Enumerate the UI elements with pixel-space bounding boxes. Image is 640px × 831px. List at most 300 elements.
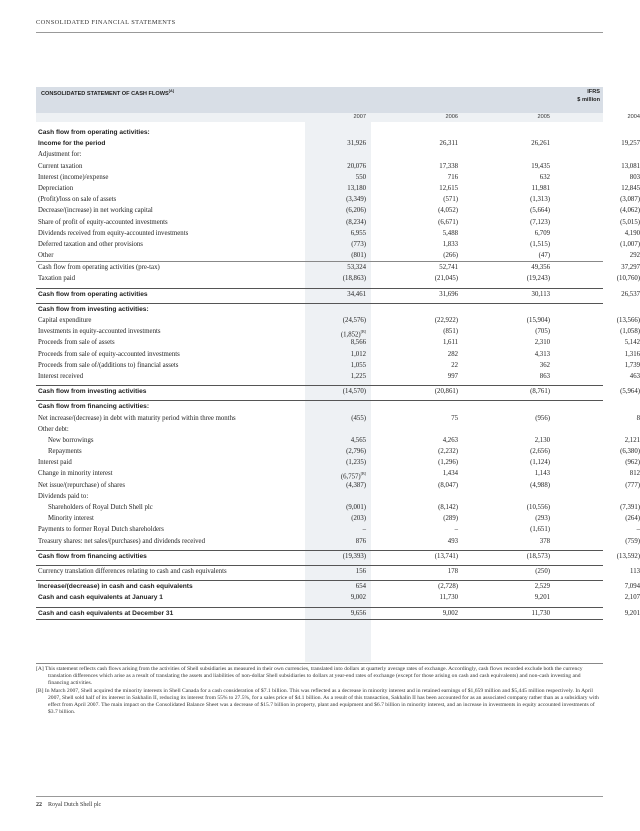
value-2004 bbox=[580, 183, 640, 194]
row-label: Proceeds from sale of/(additions to) financial assets bbox=[38, 361, 179, 369]
value-2004 bbox=[580, 551, 640, 562]
value-2007 bbox=[306, 205, 366, 216]
value-text: (4,052) bbox=[438, 207, 458, 215]
value-2004 bbox=[580, 239, 640, 250]
value-2006 bbox=[398, 326, 458, 337]
year-header-2006: 2006 bbox=[445, 114, 458, 120]
value-text: 997 bbox=[447, 372, 458, 380]
value-2007 bbox=[306, 536, 366, 547]
value-text: 75 bbox=[451, 414, 458, 422]
row-label: Depreciation bbox=[38, 184, 74, 192]
value-text: 6,955 bbox=[350, 229, 366, 237]
statement-title-text: CONSOLIDATED STATEMENT OF CASH FLOWS bbox=[41, 90, 169, 97]
value-text: (2,656) bbox=[530, 448, 550, 456]
value-text: 156 bbox=[355, 567, 366, 575]
value-text: 1,055 bbox=[350, 361, 366, 369]
statement-title-note: [A] bbox=[168, 89, 174, 93]
value-2007 bbox=[306, 513, 366, 524]
value-text: 4,190 bbox=[624, 229, 640, 237]
value-2004 bbox=[580, 502, 640, 513]
value-2007 bbox=[306, 239, 366, 250]
table-row bbox=[36, 228, 640, 239]
value-text: 52,741 bbox=[439, 264, 458, 272]
value-text: (773) bbox=[351, 240, 366, 248]
value-2006 bbox=[398, 608, 458, 619]
value-2006 bbox=[398, 371, 458, 382]
value-text: 8,566 bbox=[350, 339, 366, 347]
value-text: (19,393) bbox=[342, 552, 366, 560]
value-text: (203) bbox=[351, 515, 366, 523]
table-row bbox=[36, 183, 640, 194]
value-text: (1,007) bbox=[620, 240, 640, 248]
value-text: 1,611 bbox=[442, 339, 458, 347]
value-text: (851) bbox=[443, 328, 458, 336]
row-label: Cash flow from operating activities (pre-tax) bbox=[38, 264, 160, 272]
row-label: Minority interest bbox=[48, 515, 94, 523]
value-2006 bbox=[398, 360, 458, 371]
value-2005 bbox=[490, 513, 550, 524]
value-2004 bbox=[580, 581, 640, 592]
value-text: (1,852) bbox=[340, 331, 361, 339]
value-text: 113 bbox=[630, 567, 640, 575]
value-text: (13,741) bbox=[434, 552, 458, 560]
value-text: 11,981 bbox=[531, 184, 550, 192]
value-text: 5,142 bbox=[624, 339, 640, 347]
year-header-2007: 2007 bbox=[353, 114, 366, 120]
value-text: 13,081 bbox=[621, 162, 640, 170]
value-2007 bbox=[306, 386, 366, 397]
value-text: 17,338 bbox=[439, 162, 458, 170]
value-2005 bbox=[490, 608, 550, 619]
value-2005 bbox=[490, 228, 550, 239]
table-row bbox=[36, 502, 640, 513]
value-text: (571) bbox=[443, 196, 458, 204]
row-label: Increase/(decrease) in cash and cash equivalents bbox=[38, 583, 193, 591]
page-footer bbox=[36, 802, 101, 808]
value-text: 11,730 bbox=[531, 609, 550, 617]
table-row bbox=[36, 480, 640, 491]
value-text: 863 bbox=[539, 372, 550, 380]
value-text: 1,012 bbox=[350, 350, 366, 358]
value-text: (264) bbox=[625, 515, 640, 523]
value-2006 bbox=[398, 592, 458, 603]
value-text: (20,861) bbox=[434, 388, 458, 396]
value-2004 bbox=[580, 337, 640, 348]
value-2007 bbox=[306, 273, 366, 284]
row-label: Cash flow from financing activities bbox=[38, 552, 147, 560]
table-row bbox=[36, 565, 640, 577]
value-2004 bbox=[580, 468, 640, 479]
row-label: Current taxation bbox=[38, 162, 83, 170]
statement-title-band bbox=[36, 87, 603, 113]
value-2007 bbox=[306, 250, 366, 261]
value-text: (8,047) bbox=[438, 481, 458, 489]
value-2006 bbox=[398, 435, 458, 446]
value-footnote-ref: [B] bbox=[360, 329, 366, 335]
value-text: (3,087) bbox=[620, 196, 640, 204]
value-2005 bbox=[490, 239, 550, 250]
value-2006 bbox=[398, 183, 458, 194]
table-row bbox=[36, 250, 640, 261]
value-text: (13,566) bbox=[616, 317, 640, 324]
value-2004 bbox=[580, 315, 640, 326]
row-label: Other debt: bbox=[38, 425, 69, 433]
value-text: (1,058) bbox=[620, 328, 640, 336]
value-2004 bbox=[580, 250, 640, 261]
value-2004 bbox=[580, 326, 640, 337]
value-2006 bbox=[398, 194, 458, 205]
table-row bbox=[36, 239, 640, 250]
value-2004 bbox=[580, 172, 640, 183]
value-2004 bbox=[580, 273, 640, 284]
value-text: 53,324 bbox=[347, 264, 366, 272]
value-text: (293) bbox=[535, 515, 550, 523]
table-row bbox=[36, 161, 640, 172]
table-row bbox=[36, 138, 640, 149]
value-2005 bbox=[490, 289, 550, 300]
value-2004 bbox=[580, 138, 640, 149]
value-2005 bbox=[490, 262, 550, 273]
value-text: 1,225 bbox=[350, 372, 366, 380]
value-2004 bbox=[580, 536, 640, 547]
value-2006 bbox=[398, 217, 458, 228]
value-2007 bbox=[306, 551, 366, 562]
value-2005 bbox=[490, 581, 550, 592]
value-text: 49,356 bbox=[531, 264, 550, 272]
value-text: 9,002 bbox=[350, 594, 366, 602]
value-text: (962) bbox=[625, 459, 640, 467]
value-text: (956) bbox=[535, 414, 550, 422]
value-2007 bbox=[306, 592, 366, 603]
value-text: 550 bbox=[355, 173, 366, 181]
value-text: (5,964) bbox=[620, 388, 640, 396]
value-2004 bbox=[580, 371, 640, 382]
value-text: (47) bbox=[538, 252, 550, 260]
value-text: 378 bbox=[539, 537, 550, 545]
row-label: Repayments bbox=[48, 448, 82, 456]
value-text: 7,094 bbox=[624, 583, 640, 591]
value-text: 4,263 bbox=[442, 436, 458, 444]
value-2004 bbox=[580, 457, 640, 468]
value-text: (21,045) bbox=[434, 275, 458, 283]
value-2007 bbox=[306, 349, 366, 360]
row-label: Cash flow from investing activities: bbox=[38, 305, 149, 313]
value-2007 bbox=[306, 315, 366, 326]
value-text: 31,696 bbox=[439, 290, 458, 298]
value-text: 1,434 bbox=[442, 470, 458, 478]
value-text: 30,113 bbox=[531, 290, 550, 298]
row-label: Decrease/(increase) in net working capital bbox=[38, 207, 153, 215]
value-text: (22,922) bbox=[434, 317, 458, 324]
value-2007 bbox=[306, 446, 366, 457]
value-2005 bbox=[490, 205, 550, 216]
value-text: 22 bbox=[451, 361, 458, 369]
value-text: (6,380) bbox=[620, 448, 640, 456]
value-text: 1,739 bbox=[624, 361, 640, 369]
value-text: 31,926 bbox=[347, 140, 366, 148]
value-2005 bbox=[490, 536, 550, 547]
table-row bbox=[36, 524, 640, 535]
footer-rule bbox=[36, 796, 603, 797]
value-2007 bbox=[306, 217, 366, 228]
table-row bbox=[36, 468, 640, 481]
value-2005 bbox=[490, 386, 550, 397]
table-row bbox=[36, 360, 640, 371]
table-row bbox=[36, 607, 640, 620]
value-text: (1,124) bbox=[530, 459, 550, 467]
row-label: Cash and cash equivalents at December 31 bbox=[38, 609, 174, 617]
value-text: 4,313 bbox=[534, 350, 550, 358]
table-row bbox=[36, 349, 640, 360]
value-text: (4,387) bbox=[346, 481, 366, 489]
row-label: Currency translation differences relating to cash and cash equivalents bbox=[38, 567, 227, 575]
value-2006 bbox=[398, 138, 458, 149]
row-label: Taxation paid bbox=[38, 275, 76, 283]
row-label: Dividends paid to: bbox=[38, 492, 89, 500]
value-2006 bbox=[398, 273, 458, 284]
row-label: Shareholders of Royal Dutch Shell plc bbox=[48, 504, 153, 511]
value-text: – bbox=[636, 526, 640, 534]
value-2005 bbox=[490, 161, 550, 172]
value-2005 bbox=[490, 446, 550, 457]
value-2007 bbox=[306, 360, 366, 371]
year-header-2005: 2005 bbox=[537, 114, 550, 120]
row-label: Other bbox=[38, 252, 54, 260]
value-2006 bbox=[398, 161, 458, 172]
row-label: Interest (income)/expense bbox=[38, 173, 109, 181]
row-label: Cash flow from investing activities bbox=[38, 388, 147, 396]
value-2006 bbox=[398, 315, 458, 326]
value-2004 bbox=[580, 524, 640, 535]
value-text: 5,488 bbox=[442, 229, 458, 237]
header-rule bbox=[36, 32, 603, 33]
value-text: 9,002 bbox=[442, 609, 458, 617]
value-text: 6,709 bbox=[534, 229, 550, 237]
value-2004 bbox=[580, 349, 640, 360]
value-2005 bbox=[490, 183, 550, 194]
value-2005 bbox=[490, 566, 550, 577]
value-text: (250) bbox=[535, 567, 550, 575]
row-label: (Profit)/loss on sale of assets bbox=[38, 196, 117, 204]
row-label: Capital expenditure bbox=[38, 317, 92, 324]
row-label: Deferred taxation and other provisions bbox=[38, 240, 143, 248]
footnote-a: [A] This statement reflects cash flows arising from the activities of Shell subsidiaries as measured in their own currencies, translated into dollars at quarterly average rates of exchange. Accordingly, cash flows recorded exclude both the currency translation differences which arise as a result of translating the assets and liabilities of non-dollar Shell subsidiaries to dollars at year-end rates of exchange (except for those arising on cash and cash equivalents) and non-cash investing and financing activities. bbox=[36, 666, 583, 687]
value-2005 bbox=[490, 194, 550, 205]
row-label: Interest paid bbox=[38, 459, 72, 467]
value-text: (9,001) bbox=[346, 504, 366, 511]
table-row bbox=[36, 337, 640, 348]
value-text: (3,349) bbox=[346, 196, 366, 204]
value-2005 bbox=[490, 315, 550, 326]
value-text: 463 bbox=[629, 372, 640, 380]
value-2006 bbox=[398, 524, 458, 535]
value-2007 bbox=[306, 183, 366, 194]
table-row bbox=[36, 536, 640, 547]
value-2007 bbox=[306, 194, 366, 205]
value-text: 654 bbox=[355, 583, 366, 591]
value-text: (8,761) bbox=[530, 388, 550, 396]
value-text: 26,261 bbox=[531, 140, 550, 148]
table-row bbox=[36, 315, 640, 326]
value-text: 632 bbox=[539, 173, 550, 181]
value-2007 bbox=[306, 337, 366, 348]
value-text: 2,529 bbox=[534, 583, 550, 591]
value-text: 19,257 bbox=[621, 140, 640, 148]
value-text: 1,143 bbox=[534, 470, 550, 478]
value-2007 bbox=[306, 262, 366, 273]
value-text: 9,201 bbox=[534, 594, 550, 602]
value-text: (759) bbox=[625, 537, 640, 545]
value-text: (24,576) bbox=[342, 317, 366, 324]
value-text: 37,297 bbox=[621, 264, 640, 272]
page-section-header: CONSOLIDATED FINANCIAL STATEMENTS bbox=[36, 19, 176, 26]
table-row bbox=[36, 385, 640, 397]
value-2006 bbox=[398, 468, 458, 479]
value-2004 bbox=[580, 289, 640, 300]
value-text: 812 bbox=[629, 470, 640, 478]
value-2004 bbox=[580, 360, 640, 371]
row-label: Cash flow from financing activities: bbox=[38, 403, 150, 411]
value-text: 26,537 bbox=[621, 290, 640, 298]
value-text: 12,845 bbox=[621, 184, 640, 192]
row-label: Proceeds from sale of equity-accounted investments bbox=[38, 350, 180, 358]
value-2007 bbox=[306, 566, 366, 577]
value-text: 362 bbox=[539, 361, 550, 369]
value-2004 bbox=[580, 161, 640, 172]
value-text: – bbox=[362, 526, 366, 534]
value-2004 bbox=[580, 205, 640, 216]
value-2006 bbox=[398, 513, 458, 524]
value-2006 bbox=[398, 172, 458, 183]
table-row bbox=[36, 261, 640, 273]
row-label: Adjustment for: bbox=[38, 151, 82, 159]
value-text: 1,316 bbox=[624, 350, 640, 358]
value-text: (4,062) bbox=[620, 207, 640, 215]
value-text: 13,180 bbox=[347, 184, 366, 192]
value-text: (4,988) bbox=[530, 481, 550, 489]
value-text: (455) bbox=[351, 414, 366, 422]
value-2007 bbox=[306, 502, 366, 513]
value-text: (18,573) bbox=[526, 552, 550, 560]
value-footnote-ref: [B] bbox=[360, 471, 366, 477]
row-label: Dividends received from equity-accounted investments bbox=[38, 229, 189, 237]
value-2006 bbox=[398, 250, 458, 261]
value-text: 9,656 bbox=[350, 609, 366, 617]
value-2004 bbox=[580, 446, 640, 457]
value-2004 bbox=[580, 513, 640, 524]
value-2006 bbox=[398, 349, 458, 360]
value-2005 bbox=[490, 551, 550, 562]
value-text: (7,123) bbox=[530, 218, 550, 226]
value-2006 bbox=[398, 205, 458, 216]
value-text: (6,206) bbox=[346, 207, 366, 215]
value-text: (15,904) bbox=[526, 317, 550, 324]
cash-flow-table bbox=[36, 127, 640, 620]
value-2007 bbox=[306, 371, 366, 382]
value-2005 bbox=[490, 326, 550, 337]
value-2004 bbox=[580, 228, 640, 239]
value-2007 bbox=[306, 581, 366, 592]
value-text: (1,235) bbox=[346, 459, 366, 467]
table-row bbox=[36, 413, 640, 424]
value-2005 bbox=[490, 217, 550, 228]
row-label: Cash and cash equivalents at January 1 bbox=[38, 594, 163, 602]
table-row bbox=[36, 149, 603, 160]
row-label: Income for the period bbox=[38, 140, 106, 148]
value-2006 bbox=[398, 566, 458, 577]
year-header-2004: 2004 bbox=[627, 114, 640, 120]
value-text: 2,310 bbox=[534, 339, 550, 347]
row-label: Payments to former Royal Dutch shareholders bbox=[38, 526, 164, 534]
table-row bbox=[36, 457, 640, 468]
value-text: (19,243) bbox=[526, 275, 550, 283]
row-label: Cash flow from operating activities bbox=[38, 290, 148, 298]
value-2004 bbox=[580, 566, 640, 577]
value-text: (2,232) bbox=[438, 448, 458, 456]
value-2007 bbox=[306, 161, 366, 172]
value-text: 292 bbox=[629, 252, 640, 260]
value-2006 bbox=[398, 457, 458, 468]
value-text: (13,592) bbox=[616, 552, 640, 560]
value-2005 bbox=[490, 360, 550, 371]
table-row bbox=[36, 592, 640, 603]
footer-company: Royal Dutch Shell plc bbox=[48, 802, 102, 808]
value-text: (1,515) bbox=[530, 240, 550, 248]
value-2006 bbox=[398, 446, 458, 457]
value-2004 bbox=[580, 386, 640, 397]
value-2004 bbox=[580, 435, 640, 446]
value-text: 20,076 bbox=[347, 162, 366, 170]
value-2007 bbox=[306, 480, 366, 491]
value-2005 bbox=[490, 371, 550, 382]
value-2006 bbox=[398, 480, 458, 491]
footnote-b: [B] In March 2007, Shell acquired the minority interests in Shell Canada for a cash consideration of $7.1 billion. This was reflected as a decrease in minority interest and in retained earnings of $1,659 million and $5,445 million respectively. In April 2007, Shell sold half of its interest in Sakhalin II, reducing its interest from 55% to 27.5%, for a sales price of $4.1 billion. As a result of this transaction, Sakhalin II has been accounted for as an associated company rather than as a subsidiary with effect from April 2007. The main impact on the Consolidated Balance Sheet was a decrease of $15.7 billion in property, plant and equipment and $6.7 billion in minority interest, and an increase in investments in equity accounted investments of $3.7 billion. bbox=[36, 687, 599, 716]
value-text: (801) bbox=[351, 252, 366, 260]
value-2006 bbox=[398, 386, 458, 397]
value-text: 716 bbox=[447, 173, 458, 181]
value-2005 bbox=[490, 337, 550, 348]
value-text: 19,435 bbox=[531, 162, 550, 170]
table-row bbox=[36, 303, 603, 315]
row-label: Share of profit of equity-accounted investments bbox=[38, 218, 168, 226]
value-2007 bbox=[306, 228, 366, 239]
value-text: (266) bbox=[443, 252, 458, 260]
value-2005 bbox=[490, 435, 550, 446]
value-2006 bbox=[398, 502, 458, 513]
value-text: 12,615 bbox=[439, 184, 458, 192]
footnotes bbox=[36, 663, 603, 716]
value-2006 bbox=[398, 413, 458, 424]
value-text: (14,570) bbox=[342, 388, 366, 396]
value-text: (6,757) bbox=[340, 473, 361, 481]
value-text: 8 bbox=[636, 414, 640, 422]
value-text: 4,565 bbox=[350, 436, 366, 444]
row-label: Net issue/(repurchase) of shares bbox=[38, 481, 126, 489]
table-row bbox=[36, 217, 640, 228]
value-2005 bbox=[490, 524, 550, 535]
value-text: 282 bbox=[447, 350, 458, 358]
table-row bbox=[36, 371, 640, 382]
value-2004 bbox=[580, 480, 640, 491]
value-text: (5,015) bbox=[620, 218, 640, 226]
value-text: (18,863) bbox=[342, 275, 366, 283]
value-2006 bbox=[398, 337, 458, 348]
value-2007 bbox=[306, 413, 366, 424]
table-row bbox=[36, 491, 603, 502]
value-text: (1,313) bbox=[530, 196, 550, 204]
table-row bbox=[36, 127, 603, 138]
value-2004 bbox=[580, 608, 640, 619]
